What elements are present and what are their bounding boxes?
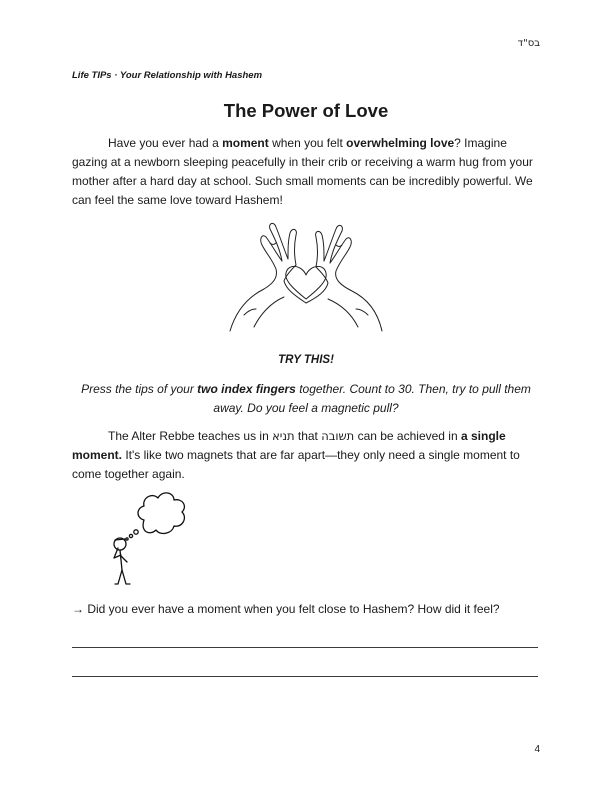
intro-bold-moment: moment (222, 136, 269, 150)
page-number: 4 (534, 744, 540, 755)
intro-text-1: Have you ever had a (108, 136, 223, 150)
answer-line-1[interactable] (72, 647, 538, 648)
arrow-icon: → (72, 602, 84, 616)
try-this-instructions (72, 380, 540, 418)
try-this-heading: TRY THIS! (278, 354, 334, 366)
reflection-prompt (72, 600, 540, 619)
teaching-text-3: can be achieved in (354, 429, 461, 443)
intro-paragraph (72, 134, 540, 210)
bsd-header: בס"ד (517, 38, 540, 49)
try-text-1: Press the tips of your (81, 382, 198, 396)
thinking-person-icon (100, 488, 190, 588)
try-text-2: together. Count to 30. Then, try to pull them away. Do you feel a magnetic pull? (213, 382, 531, 415)
answer-line-2[interactable] (72, 676, 538, 677)
try-bold-fingers: two index fingers (197, 382, 296, 396)
teaching-text-1: The Alter Rebbe teaches us in (108, 429, 273, 443)
hebrew-teshuvah: תשובה (321, 429, 355, 443)
heart-hands-icon (226, 219, 386, 335)
hebrew-tanya: תניא (272, 429, 295, 443)
teaching-text-4: It's like two magnets that are far apart—they only need a single moment to come together again. (72, 448, 520, 481)
running-head: Life TIPs · Your Relationship with Hashem (72, 70, 263, 81)
intro-bold-love: overwhelming love (346, 136, 455, 150)
teaching-paragraph (72, 427, 540, 484)
teaching-text-2: that (294, 429, 322, 443)
intro-text-2: when you felt (268, 136, 347, 150)
page-title: The Power of Love (223, 100, 389, 121)
teaching-bold-moment: a single moment. (72, 429, 506, 462)
prompt-text: Did you ever have a moment when you felt close to Hashem? How did it feel? (84, 602, 500, 616)
intro-text-3: ? Imagine gazing at a newborn sleeping peacefully in their crib or receiving a warm hug from your mother after a hard day at school. Such small moments can be incredibly powerful. We can feel the same love toward Hashem! (72, 136, 533, 207)
